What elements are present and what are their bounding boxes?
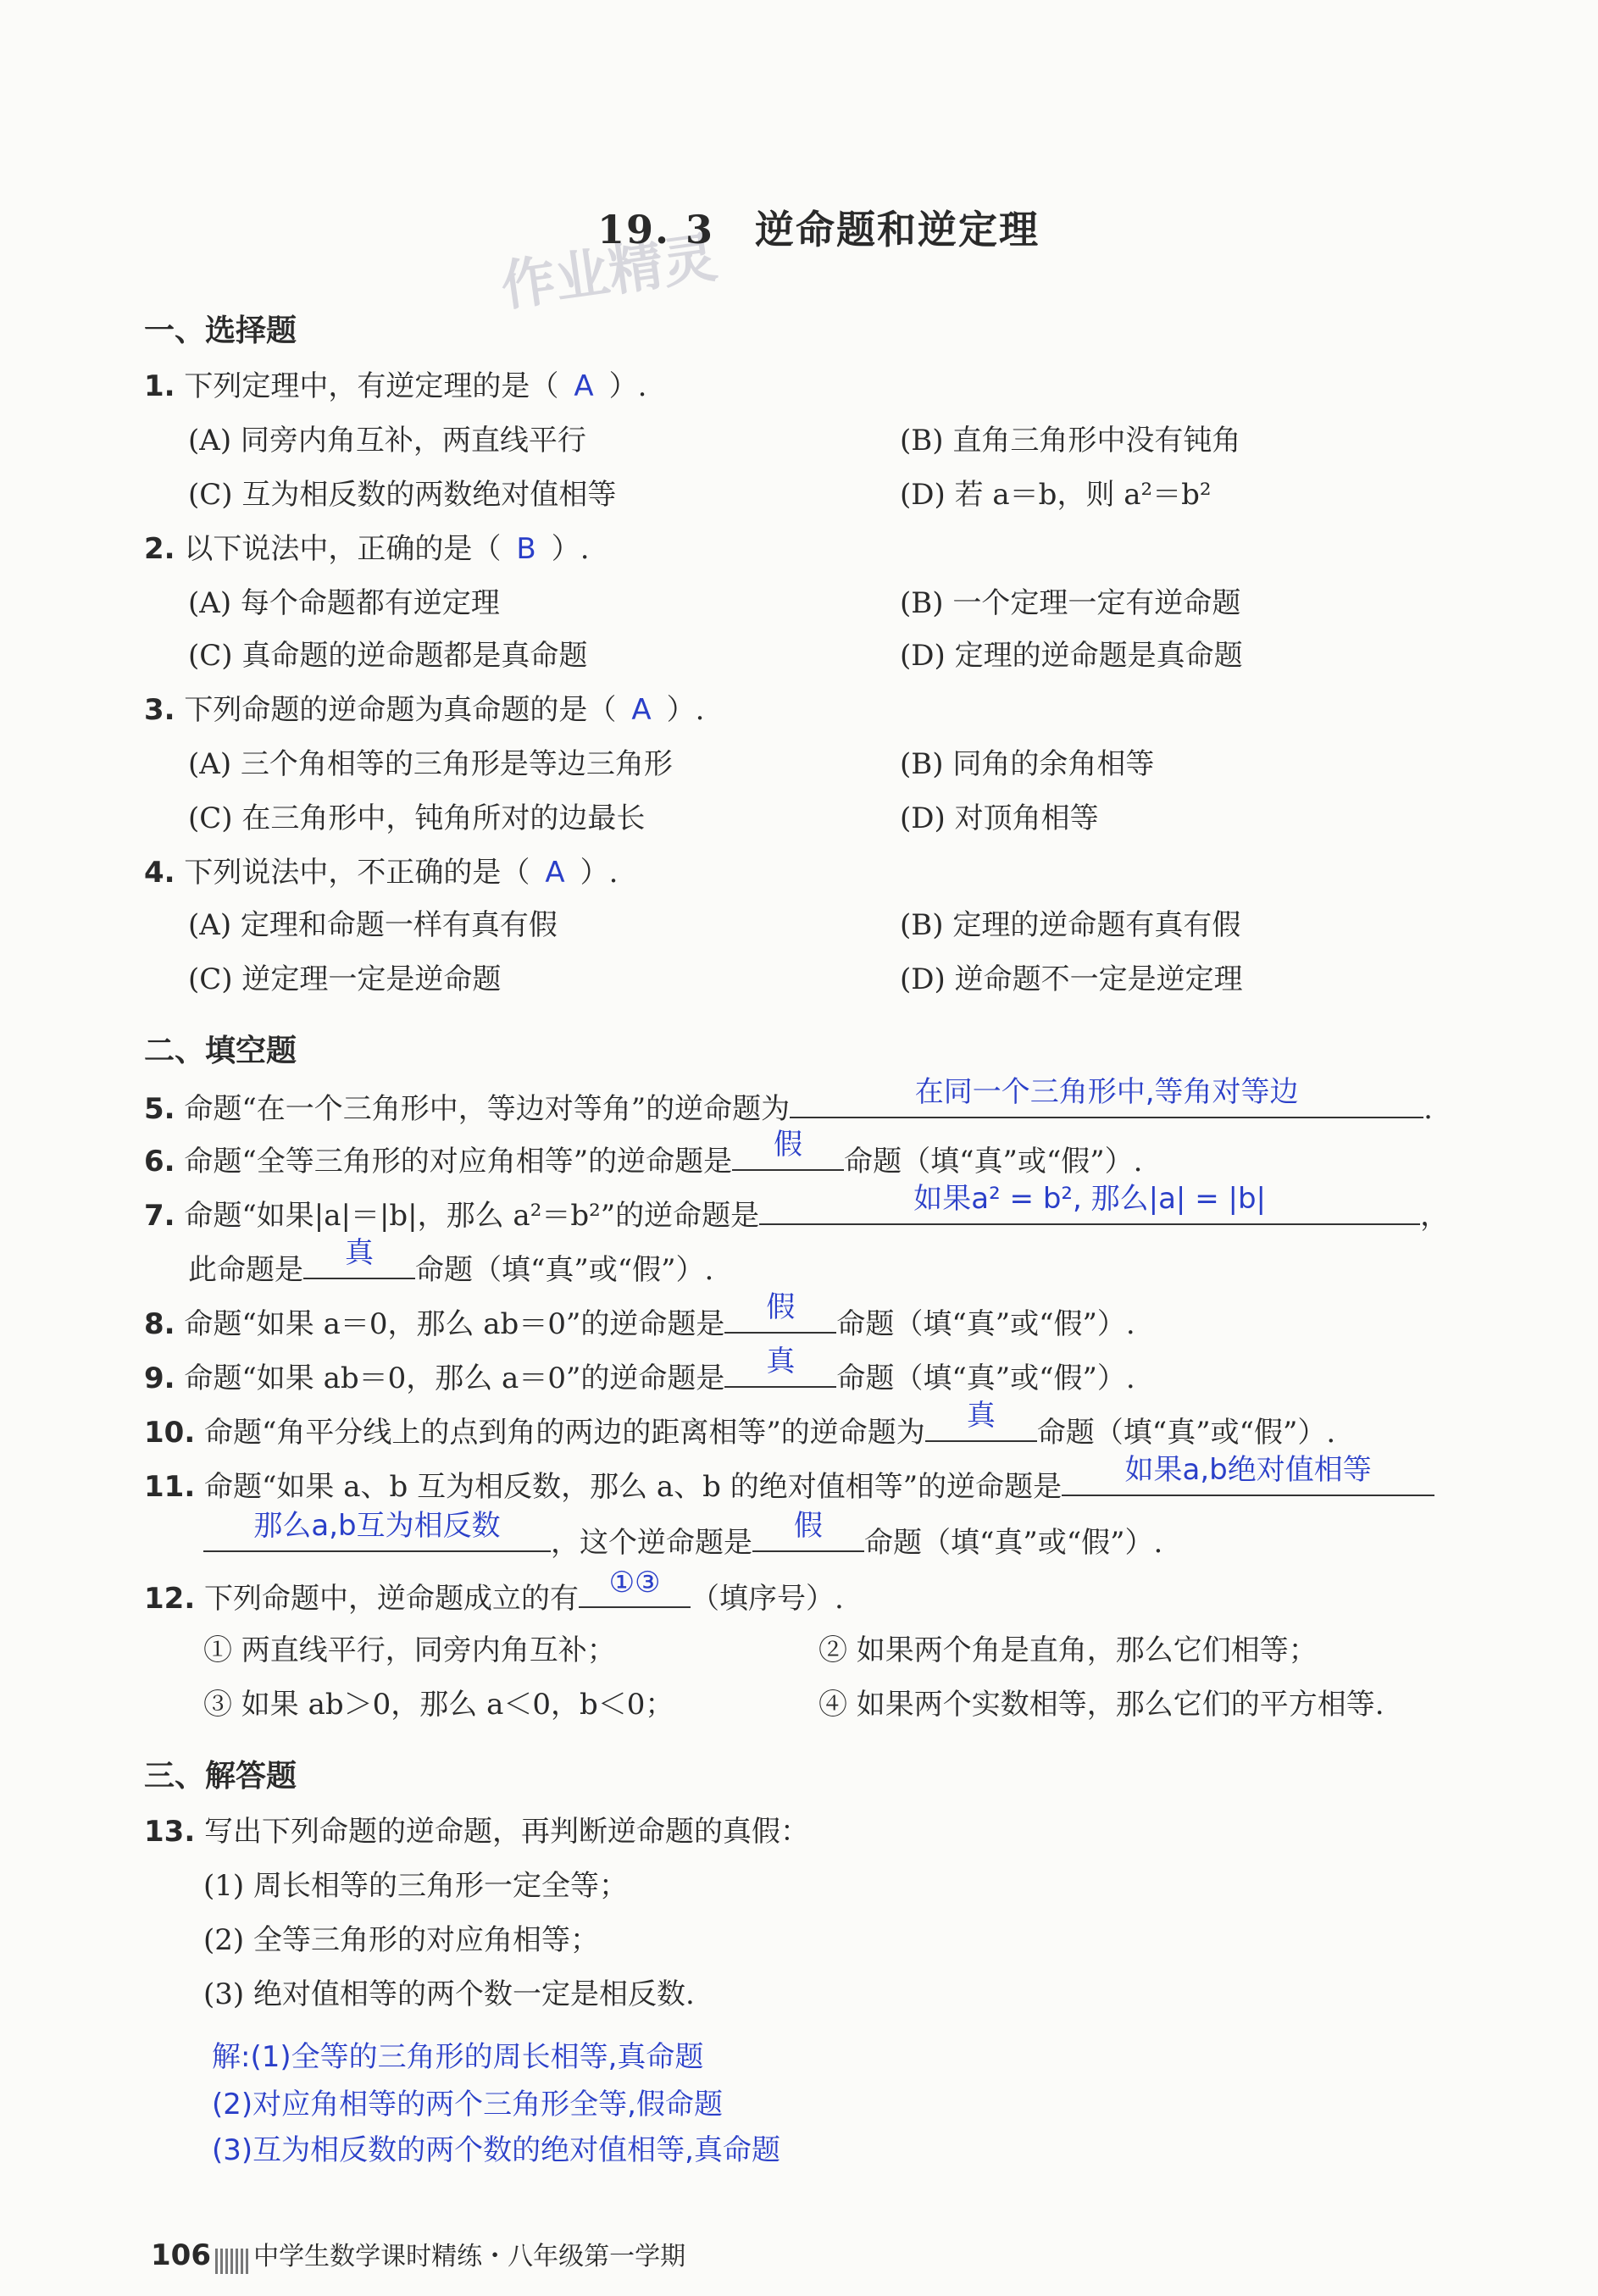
answer-handwritten: 如果a² = b², 那么|a| = |b| <box>913 1182 1266 1216</box>
sub-question-1: (1) 周长相等的三角形一定全等； <box>203 1869 628 1903</box>
question-text: 命题“如果|a|＝|b|，那么 a²＝b²”的逆命题是 <box>184 1199 760 1233</box>
question-number: 13. <box>144 1815 196 1849</box>
answer-handwritten: 那么a,b互为相反数 <box>253 1509 501 1543</box>
question-end: 命题（填“真”或“假”）. <box>836 1307 1135 1341</box>
question-12 <box>144 1566 844 1617</box>
answer-handwritten: 假 <box>766 1290 796 1324</box>
question-number: 6. <box>144 1145 175 1179</box>
answer-handwritten: 真 <box>766 1345 796 1378</box>
answer-blank <box>732 1128 844 1171</box>
answer-handwritten: 真 <box>345 1236 374 1270</box>
answer-handwritten: 如果a,b绝对值相等 <box>1124 1453 1372 1487</box>
option-d: (D) 逆命题不一定是逆定理 <box>900 962 1243 996</box>
question-4 <box>144 849 618 890</box>
option-d: (D) 若 a＝b，则 a²＝b² <box>900 478 1212 512</box>
option-a: (A) 同旁内角互补，两直线平行 <box>188 424 586 458</box>
question-text: 写出下列命题的逆命题，再判断逆命题的真假： <box>204 1815 810 1849</box>
question-6 <box>144 1128 1143 1179</box>
question-2 <box>144 525 590 567</box>
answer-handwritten: 假 <box>774 1128 803 1162</box>
answer-blank <box>790 1075 1423 1118</box>
answer-handwritten: A <box>631 693 652 727</box>
question-text: 下列命题中，逆命题成立的有 <box>204 1582 580 1616</box>
question-text: 命题“如果 ab＝0，那么 a＝0”的逆命题是 <box>184 1362 725 1395</box>
question-end: （填序号）. <box>691 1582 844 1616</box>
question-text: 命题“如果 a、b 互为相反数，那么 a、b 的绝对值相等”的逆命题是 <box>204 1470 1063 1504</box>
option-c: (C) 真命题的逆命题都是真命题 <box>188 639 588 673</box>
page-title: 19. 3 逆命题和逆定理 <box>597 207 1040 252</box>
option-a: (A) 每个命题都有逆定理 <box>188 586 500 620</box>
answer-blank <box>303 1236 415 1279</box>
question-number: 7. <box>144 1199 175 1233</box>
page-number: 106 <box>151 2238 211 2272</box>
solution-line-2: (2)对应角相等的两个三角形全等,假命题 <box>212 2088 723 2121</box>
option-b: (B) 直角三角形中没有钝角 <box>900 424 1241 458</box>
statement-4: ④ 如果两个实数相等，那么它们的平方相等. <box>818 1688 1384 1722</box>
question-end: 命题（填“真”或“假”）. <box>864 1526 1163 1560</box>
answer-blank <box>759 1182 1420 1225</box>
question-end: ）. <box>580 856 619 890</box>
option-d: (D) 定理的逆命题是真命题 <box>900 639 1243 673</box>
option-d: (D) 对顶角相等 <box>900 801 1099 835</box>
answer-blank <box>752 1509 864 1552</box>
question-text: 命题“在一个三角形中，等边对等角”的逆命题为 <box>184 1092 791 1126</box>
option-c: (C) 逆定理一定是逆命题 <box>188 962 502 996</box>
question-text: 下列说法中，不正确的是（ <box>184 856 530 890</box>
question-11 <box>144 1453 1434 1505</box>
answer-blank <box>203 1509 551 1552</box>
solution-line-1: 解:(1)全等的三角形的周长相等,真命题 <box>212 2040 704 2074</box>
question-10 <box>144 1399 1336 1450</box>
question-number: 12. <box>144 1582 196 1616</box>
question-end: ， <box>1420 1199 1450 1233</box>
book-title: 中学生数学课时精练・八年级第一学期 <box>253 2242 686 2271</box>
question-number: 5. <box>144 1092 175 1126</box>
question-text: 此命题是 <box>188 1253 303 1287</box>
option-a: (A) 三个角相等的三角形是等边三角形 <box>188 747 673 781</box>
statement-3: ③ 如果 ab＞0，那么 a＜0，b＜0； <box>203 1688 674 1722</box>
question-end: ）. <box>551 532 590 566</box>
question-text: 下列命题的逆命题为真命题的是（ <box>184 693 617 727</box>
question-number: 11. <box>144 1470 196 1504</box>
question-13 <box>144 1808 809 1850</box>
question-text: ，这个逆命题是 <box>551 1526 752 1560</box>
option-c: (C) 在三角形中，钝角所对的边最长 <box>188 801 646 835</box>
answer-handwritten: 真 <box>966 1399 996 1433</box>
option-b: (B) 同角的余角相等 <box>900 747 1155 781</box>
option-a: (A) 定理和命题一样有真有假 <box>188 908 558 942</box>
question-number: 9. <box>144 1362 175 1395</box>
statement-2: ② 如果两个角是直角，那么它们相等； <box>818 1633 1318 1667</box>
question-number: 4. <box>144 856 175 890</box>
option-b: (B) 定理的逆命题有真有假 <box>900 908 1241 942</box>
sub-question-2: (2) 全等三角形的对应角相等； <box>203 1923 599 1957</box>
question-number: 8. <box>144 1307 175 1341</box>
answer-blank <box>1062 1453 1434 1496</box>
question-3 <box>144 686 704 728</box>
question-end: 命题（填“真”或“假”）. <box>1036 1416 1336 1450</box>
question-text: 以下说法中，正确的是（ <box>184 532 502 566</box>
answer-blank <box>724 1345 836 1388</box>
question-end: 命题（填“真”或“假”）. <box>836 1362 1135 1395</box>
question-text: 下列定理中，有逆定理的是（ <box>184 369 559 403</box>
answer-handwritten: 假 <box>794 1509 823 1543</box>
question-8 <box>144 1290 1135 1342</box>
barcode-decoration-icon <box>215 2249 249 2274</box>
answer-handwritten: 在同一个三角形中,等角对等边 <box>914 1075 1299 1109</box>
question-number: 1. <box>144 369 175 403</box>
answer-blank <box>579 1566 691 1608</box>
question-11-continued <box>203 1509 1163 1561</box>
question-9 <box>144 1345 1135 1396</box>
watermark: 作业精灵 <box>497 226 721 319</box>
answer-handwritten: A <box>545 856 565 890</box>
question-text: 命题“角平分线上的点到角的两边的距离相等”的逆命题为 <box>204 1416 925 1450</box>
page-footer <box>151 2235 685 2274</box>
section-heading-fill: 二、填空题 <box>144 1034 297 1068</box>
option-c: (C) 互为相反数的两数绝对值相等 <box>188 478 617 512</box>
question-end: ）. <box>608 369 647 403</box>
statement-1: ① 两直线平行，同旁内角互补； <box>203 1633 616 1667</box>
section-heading-solve: 三、解答题 <box>144 1759 297 1794</box>
answer-handwritten: ①③ <box>608 1566 661 1600</box>
option-b: (B) 一个定理一定有逆命题 <box>900 586 1241 620</box>
question-text: 命题“全等三角形的对应角相等”的逆命题是 <box>184 1145 733 1179</box>
question-end: ）. <box>666 693 705 727</box>
question-end: . <box>1423 1092 1433 1126</box>
answer-handwritten: A <box>574 369 594 403</box>
question-7-continued <box>188 1236 714 1288</box>
question-number: 10. <box>144 1416 196 1450</box>
question-number: 3. <box>144 693 175 727</box>
answer-blank <box>925 1399 1037 1442</box>
section-heading-choice: 一、选择题 <box>144 313 297 348</box>
sub-question-3: (3) 绝对值相等的两个数一定是相反数. <box>203 1977 695 2011</box>
question-number: 2. <box>144 532 175 566</box>
question-end: 命题（填“真”或“假”）. <box>415 1253 714 1287</box>
answer-handwritten: B <box>516 532 536 566</box>
answer-blank <box>724 1290 836 1334</box>
question-text: 命题“如果 a＝0，那么 ab＝0”的逆命题是 <box>184 1307 725 1341</box>
question-1 <box>144 363 646 404</box>
question-end: 命题（填“真”或“假”）. <box>844 1145 1143 1179</box>
question-7 <box>144 1182 1450 1234</box>
solution-line-3: (3)互为相反数的两个数的绝对值相等,真命题 <box>212 2133 780 2167</box>
